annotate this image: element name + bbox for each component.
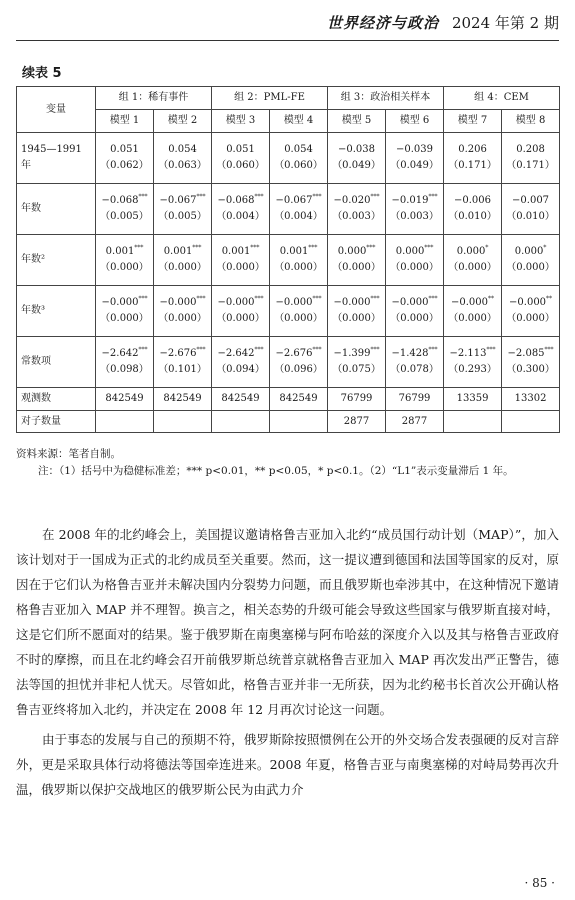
pairs-cell [96, 411, 154, 433]
row-label: 年数 [17, 184, 96, 235]
pairs-cell [154, 411, 212, 433]
coefficient: 0.000 [514, 246, 544, 257]
significance-stars: *** [254, 346, 264, 354]
row-label: 年数² [17, 235, 96, 286]
standard-error: （0.000） [506, 262, 555, 273]
coef-cell [212, 133, 270, 184]
coef-cell [444, 286, 502, 337]
page-number: · 85 · [524, 876, 555, 890]
coef-cell [270, 184, 328, 235]
significance-stars: *** [312, 346, 322, 354]
coef-cell [270, 235, 328, 286]
standard-error: （0.005） [100, 211, 149, 222]
journal-title: 世界经济与政治 [326, 14, 439, 32]
standard-error: （0.000） [274, 313, 323, 324]
standard-error: （0.098） [100, 364, 149, 375]
coef-cell [328, 184, 386, 235]
significance-note: 注：（1）括号中为稳健标准差；*** p<0.01，** p<0.05，* p<0.1。（2）“L1”表示变量滞后 1 年。 [38, 465, 514, 477]
variable-header: 变量 [17, 87, 96, 133]
coef-cell [154, 286, 212, 337]
standard-error: （0.010） [448, 211, 497, 222]
coefficient: 0.001 [105, 246, 135, 257]
standard-error: （0.171） [448, 160, 497, 171]
coefficient: 0.001 [279, 246, 309, 257]
significance-stars: *** [428, 193, 438, 201]
coefficient: 0.001 [221, 246, 251, 257]
coefficient: −2.085 [507, 348, 545, 359]
table-row [17, 235, 560, 286]
row-label: 对子数量 [17, 411, 96, 433]
pairs-cell: 2877 [328, 411, 386, 433]
pairs-cell: 2877 [386, 411, 444, 433]
significance-stars: ** [488, 295, 495, 303]
coef-cell [270, 286, 328, 337]
standard-error: （0.000） [216, 262, 265, 273]
coefficient: 0.000 [456, 246, 486, 257]
standard-error: （0.060） [216, 160, 265, 171]
coef-cell [502, 337, 560, 388]
standard-error: （0.005） [158, 211, 207, 222]
coef-cell [96, 235, 154, 286]
coef-cell [386, 133, 444, 184]
table-notes [16, 446, 559, 480]
standard-error: （0.171） [506, 160, 555, 171]
standard-error: （0.010） [506, 211, 555, 222]
standard-error: （0.003） [390, 211, 439, 222]
model-header: 模型 5 [328, 110, 386, 133]
coefficient: −1.399 [333, 348, 371, 359]
observations-row [17, 388, 560, 411]
coef-cell [96, 286, 154, 337]
coef-cell [270, 337, 328, 388]
model-header-row [17, 110, 560, 133]
coefficient: −0.000 [275, 297, 313, 308]
model-header: 模型 7 [444, 110, 502, 133]
coef-cell [270, 133, 328, 184]
coef-cell [328, 235, 386, 286]
significance-stars: *** [250, 244, 260, 252]
coefficient: −2.642 [217, 348, 255, 359]
obs-cell: 76799 [328, 388, 386, 411]
coefficient: −2.676 [275, 348, 313, 359]
paragraph: 由于事态的发展与自己的预期不符，俄罗斯除按照惯例在公开的外交场合发表强硬的反对言辞外，更是采取具体行动将德法等国牵连进来。2008 年夏，格鲁吉亚与南奥塞梯的对峙局势再次升温，俄罗斯以保护交战地区的俄罗斯公民为由武力介 [16, 732, 559, 797]
significance-stars: *** [424, 244, 434, 252]
coef-cell [212, 337, 270, 388]
model-header: 模型 3 [212, 110, 270, 133]
coef-cell [154, 235, 212, 286]
model-header: 模型 6 [386, 110, 444, 133]
coefficient: −2.676 [159, 348, 197, 359]
significance-stars: *** [308, 244, 318, 252]
standard-error: （0.063） [158, 160, 207, 171]
standard-error: （0.293） [448, 364, 497, 375]
significance-stars: *** [370, 193, 380, 201]
standard-error: （0.004） [216, 211, 265, 222]
coefficient: −2.113 [449, 348, 487, 359]
significance-stars: *** [134, 244, 144, 252]
coefficient: −0.068 [217, 195, 255, 206]
standard-error: （0.049） [390, 160, 439, 171]
pairs-row [17, 411, 560, 433]
standard-error: （0.000） [158, 262, 207, 273]
row-label: 观测数 [17, 388, 96, 411]
row-label: 常数项 [17, 337, 96, 388]
significance-stars: *** [428, 295, 438, 303]
model-header: 模型 1 [96, 110, 154, 133]
group-header: 组 3：政治相关样本 [328, 87, 444, 110]
coefficient: 0.000 [337, 246, 367, 257]
coefficient: 0.208 [516, 144, 545, 155]
group-header-row [17, 87, 560, 110]
significance-stars: *** [428, 346, 438, 354]
coefficient: −0.068 [101, 195, 139, 206]
table-row [17, 184, 560, 235]
standard-error: （0.049） [332, 160, 381, 171]
significance-stars: *** [312, 295, 322, 303]
coef-cell [96, 337, 154, 388]
pairs-cell [270, 411, 328, 433]
table-title: 续表 5 [22, 66, 62, 81]
standard-error: （0.000） [216, 313, 265, 324]
coef-cell [328, 133, 386, 184]
coefficient: −0.007 [512, 195, 550, 206]
model-header: 模型 2 [154, 110, 212, 133]
model-header: 模型 4 [270, 110, 328, 133]
coef-cell [96, 133, 154, 184]
coefficient: −0.000 [159, 297, 197, 308]
coef-cell [444, 235, 502, 286]
issue-number: 2024 年第 2 期 [451, 14, 559, 32]
significance-stars: *** [196, 295, 206, 303]
standard-error: （0.300） [506, 364, 555, 375]
pairs-cell [502, 411, 560, 433]
coefficient: 0.001 [163, 246, 193, 257]
significance-stars: *** [366, 244, 376, 252]
coef-cell [154, 184, 212, 235]
coef-cell [212, 286, 270, 337]
obs-cell: 842549 [270, 388, 328, 411]
regression-table [16, 86, 560, 433]
standard-error: （0.000） [506, 313, 555, 324]
coefficient: −0.038 [338, 144, 376, 155]
standard-error: （0.000） [390, 262, 439, 273]
coefficient: 0.051 [226, 144, 255, 155]
coef-cell [502, 286, 560, 337]
pairs-cell [212, 411, 270, 433]
model-header: 模型 8 [502, 110, 560, 133]
coefficient: −1.428 [391, 348, 429, 359]
table-row [17, 337, 560, 388]
coef-cell [154, 337, 212, 388]
coef-cell [328, 286, 386, 337]
standard-error: （0.003） [332, 211, 381, 222]
coef-cell [328, 337, 386, 388]
coef-cell [386, 184, 444, 235]
source-note: 资料来源：笔者自制。 [16, 448, 121, 460]
coef-cell [212, 184, 270, 235]
standard-error: （0.000） [448, 262, 497, 273]
significance-stars: *** [544, 346, 554, 354]
coefficient: −0.006 [454, 195, 492, 206]
body-text [16, 522, 559, 802]
significance-stars: *** [138, 295, 148, 303]
row-label: 1945—1991 年 [17, 133, 96, 184]
table-row [17, 286, 560, 337]
coef-cell [154, 133, 212, 184]
coefficient: 0.054 [284, 144, 313, 155]
coef-cell [502, 235, 560, 286]
standard-error: （0.000） [158, 313, 207, 324]
group-header: 组 2：PML-FE [212, 87, 328, 110]
standard-error: （0.094） [216, 364, 265, 375]
significance-stars: *** [192, 244, 202, 252]
coef-cell [444, 337, 502, 388]
standard-error: （0.075） [332, 364, 381, 375]
group-header: 组 1：稀有事件 [96, 87, 212, 110]
standard-error: （0.000） [100, 313, 149, 324]
significance-stars: *** [486, 346, 496, 354]
coefficient: −0.039 [396, 144, 434, 155]
coef-cell [502, 133, 560, 184]
coefficient: −0.000 [509, 297, 547, 308]
obs-cell: 13359 [444, 388, 502, 411]
coefficient: −0.067 [159, 195, 197, 206]
pairs-cell [444, 411, 502, 433]
significance-stars: *** [312, 193, 322, 201]
significance-stars: *** [196, 193, 206, 201]
obs-cell: 13302 [502, 388, 560, 411]
paragraph: 在 2008 年的北约峰会上，美国提议邀请格鲁吉亚加入北约“成员国行动计划（MAP）”，加入该计划对于一国成为正式的北约成员至关重要。然而，这一提议遭到德国和法国等国家的反对，原因在于它们认为格鲁吉亚并未解决国内分裂势力问题，而且俄罗斯也牵涉其中，在这种情况下邀请格鲁吉亚加入 MAP 并不理智。换言之，相关态势的升级可能会导致这些国家与俄罗斯直接对峙，这是它们所不愿面对的结果。鉴于俄罗斯在南奥塞梯与阿布哈兹的深度介入以及其与格鲁吉亚政府不时的摩擦，而且在北约峰会召开前俄罗斯总统普京就格鲁吉亚加入 MAP 再次发出严正警告，德法等国的担忧并非杞人忧天。尽管如此，格鲁吉亚并非一无所获，因为北约秘书长首次公开确认格鲁吉亚终将加入北约，并决定在 2008 年 12 月再次讨论这一问题。 [16, 527, 559, 717]
coefficient: −0.000 [391, 297, 429, 308]
coef-cell [386, 235, 444, 286]
coefficient: −0.000 [451, 297, 489, 308]
significance-stars: *** [254, 295, 264, 303]
row-label: 年数³ [17, 286, 96, 337]
coef-cell [502, 184, 560, 235]
standard-error: （0.060） [274, 160, 323, 171]
coefficient: 0.206 [458, 144, 487, 155]
significance-stars: *** [370, 346, 380, 354]
standard-error: （0.000） [390, 313, 439, 324]
obs-cell: 842549 [212, 388, 270, 411]
coefficient: 0.051 [110, 144, 139, 155]
significance-stars: *** [196, 346, 206, 354]
coefficient: −0.020 [333, 195, 371, 206]
standard-error: （0.101） [158, 364, 207, 375]
coefficient: 0.054 [168, 144, 197, 155]
significance-stars: *** [254, 193, 264, 201]
coef-cell [96, 184, 154, 235]
standard-error: （0.096） [274, 364, 323, 375]
standard-error: （0.000） [100, 262, 149, 273]
coefficient: −2.642 [101, 348, 139, 359]
standard-error: （0.062） [100, 160, 149, 171]
coefficient: −0.000 [101, 297, 139, 308]
page-header [16, 0, 559, 41]
obs-cell: 76799 [386, 388, 444, 411]
coefficient: −0.000 [333, 297, 371, 308]
standard-error: （0.004） [274, 211, 323, 222]
standard-error: （0.000） [332, 313, 381, 324]
significance-stars: *** [138, 346, 148, 354]
group-header: 组 4：CEM [444, 87, 560, 110]
significance-stars: *** [370, 295, 380, 303]
standard-error: （0.000） [332, 262, 381, 273]
coefficient: 0.000 [395, 246, 425, 257]
coef-cell [386, 286, 444, 337]
coef-cell [444, 184, 502, 235]
coefficient: −0.019 [391, 195, 429, 206]
standard-error: （0.000） [274, 262, 323, 273]
obs-cell: 842549 [154, 388, 212, 411]
coef-cell [212, 235, 270, 286]
significance-stars: ** [546, 295, 553, 303]
coefficient: −0.067 [275, 195, 313, 206]
significance-stars: * [543, 244, 547, 252]
significance-stars: *** [138, 193, 148, 201]
coef-cell [386, 337, 444, 388]
coefficient: −0.000 [217, 297, 255, 308]
table-row [17, 133, 560, 184]
standard-error: （0.000） [448, 313, 497, 324]
standard-error: （0.078） [390, 364, 439, 375]
obs-cell: 842549 [96, 388, 154, 411]
significance-stars: * [485, 244, 489, 252]
coef-cell [444, 133, 502, 184]
